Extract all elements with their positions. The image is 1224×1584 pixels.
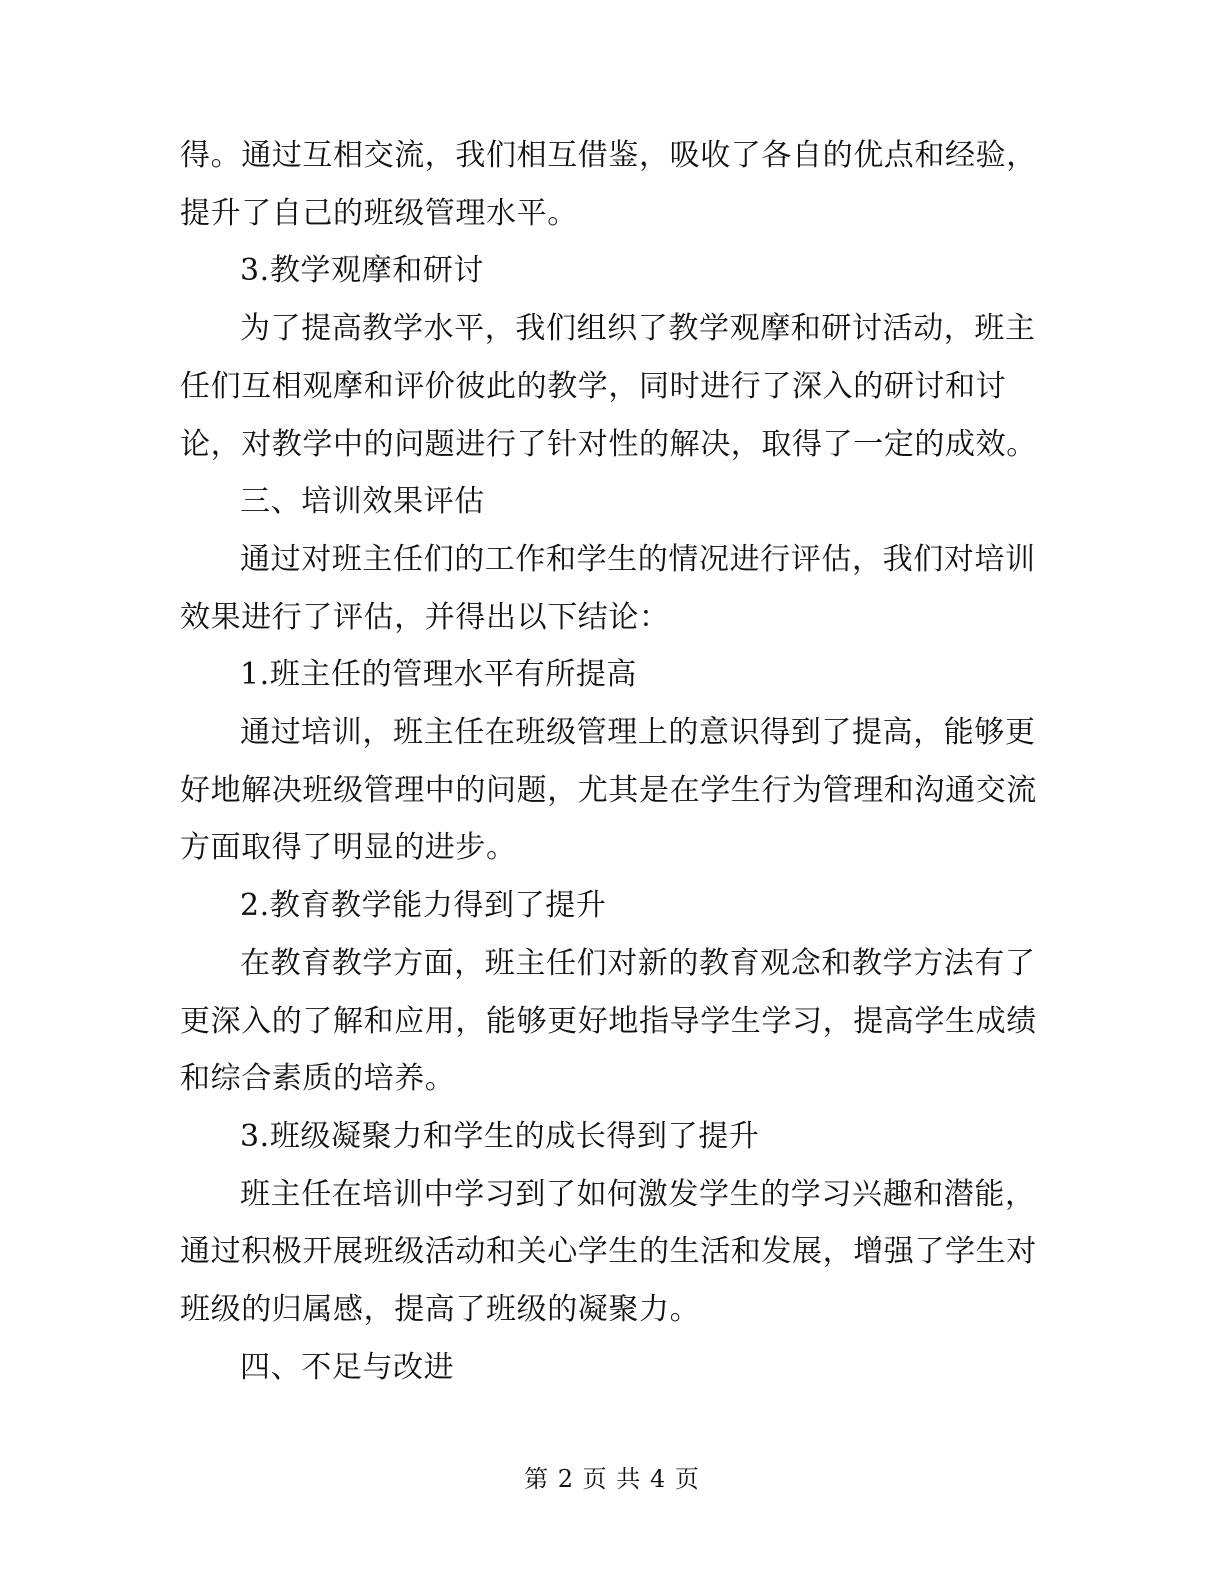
subheading: 2.教育教学能力得到了提升 <box>240 888 607 923</box>
text-line: 更深入的了解和应用，能够更好地指导学生学习，提高学生成绩 <box>180 1004 1037 1039</box>
text-line: 和综合素质的培养。 <box>180 1061 456 1096</box>
text-line: 论，对教学中的问题进行了针对性的解决，取得了一定的成效。 <box>180 427 1037 462</box>
section-heading: 四、不足与改进 <box>240 1350 455 1385</box>
paragraph-start: 通过培训，班主任在班级管理上的意识得到了提高，能够更 <box>240 715 1036 750</box>
text-line: 通过积极开展班级活动和关心学生的生活和发展，增强了学生对 <box>180 1234 1037 1269</box>
paragraph-start: 为了提高教学水平，我们组织了教学观摩和研讨活动，班主 <box>240 311 1036 346</box>
text-line: 方面取得了明显的进步。 <box>180 830 517 865</box>
subheading: 3.班级凝聚力和学生的成长得到了提升 <box>240 1119 760 1154</box>
paragraph-start: 通过对班主任们的工作和学生的情况进行评估，我们对培训 <box>240 542 1036 577</box>
text-line: 好地解决班级管理中的问题，尤其是在学生行为管理和沟通交流 <box>180 773 1037 808</box>
text-line: 效果进行了评估，并得出以下结论： <box>180 600 670 635</box>
text-line: 班级的归属感，提高了班级的凝聚力。 <box>180 1292 701 1327</box>
page-number-footer: 第 2 页 共 4 页 <box>524 1465 700 1493</box>
text-line: 得。通过互相交流，我们相互借鉴，吸收了各自的优点和经验， <box>180 138 1037 173</box>
text-line: 提升了自己的班级管理水平。 <box>180 196 578 231</box>
subheading: 3.教学观摩和研讨 <box>240 253 485 288</box>
text-line: 任们互相观摩和评价彼此的教学，同时进行了深入的研讨和讨 <box>180 369 1007 404</box>
paragraph-start: 在教育教学方面，班主任们对新的教育观念和教学方法有了 <box>240 946 1036 981</box>
section-heading: 三、培训效果评估 <box>240 484 485 519</box>
paragraph-start: 班主任在培训中学习到了如何激发学生的学习兴趣和潜能， <box>240 1177 1036 1212</box>
subheading: 1.班主任的管理水平有所提高 <box>240 657 638 692</box>
